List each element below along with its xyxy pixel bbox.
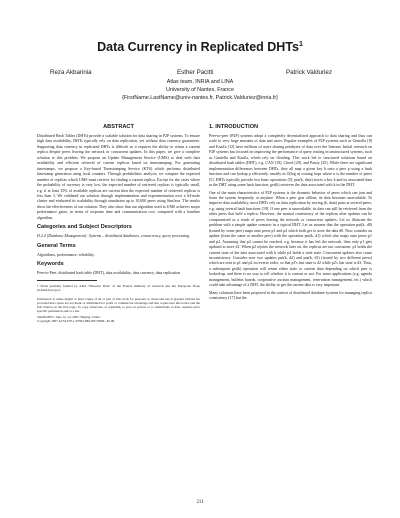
abstract-heading: ABSTRACT: [103, 124, 134, 130]
keywords-text: Peer-to-Peer, distributed hash table (DHT), data availability, data currency, data replication: [37, 270, 181, 276]
right-column: [209, 124, 372, 303]
title-footnote-mark: 1: [299, 40, 303, 48]
affiliation-line: Atlas team, INRIA and LINA: [166, 79, 234, 85]
general-terms-text: Algorithms, performance, reliability.: [37, 251, 95, 257]
permission-notice: Permission to make digital or hard copies of all or part of this work for personal or classroom use is granted without fee provided that copies are not made or distributed for profit or commercial advantage and that copies bear this notice and the full citation on the first page. To copy otherwise, or republish, to post on servers or to redistribute to lists, requires prior specific permission and/or a fee.: [37, 296, 200, 314]
left-column: [37, 124, 200, 323]
categories-heading: Categories and Subject Descriptors: [37, 224, 132, 231]
intro-heading: 1. INTRODUCTION: [209, 124, 259, 130]
footnote-divider: [37, 280, 97, 281]
contact-emails: {FirstName.LastName@univ-nantes.fr, Patrick.Valduriez@inria.fr}: [122, 95, 278, 101]
keywords-heading: Keywords: [37, 261, 64, 268]
intro-paragraph: One of the main characteristics of P2P systems is the dynamic behavior of peers which can join and leave the system frequently, at anytime. When a peer gets offline, its data becomes unavailable. To improve data availability, most DHTs rely on data replication by storing (k, data) pairs at several peers, e.g. using several hash functions [19]. If one peer is unavailable, its data can still be retrieved from the other peers that hold a replica. However, the mutual consistency of the replicas after updates can be compromised as a result of peers leaving the network or concurrent updates. Let us illustrate the problem with a simple update scenario in a typical DHT. Let us assume that the operation put(k, d0) (issued by some peer) maps onto peers p1 and p2 which both get to store the data d0. Now consider an update (from the same or another peer) with the operation put(k, d1) which also maps onto peers p1 and p2. Assuming that p2 cannot be reached, e.g. because it has left the network, then only p1 gets updated to store d1. When p2 rejoins the network later on, the replicas are not consistent: p1 holds the current state of the data associated with k while p2 holds a stale state. Concurrent updates also cause inconsistency. Consider now two updates put(k, d2) and put(k, d3) (issued by two different peers) which are sent to p1 and p2 in reverse order, so that p1's last state is d2 while p2's last state is d3. Thus, a subsequent get(k) operation will return either stale or current data depending on which peer is looked-up, and there is no way to tell whether it is current or not. For some applications (e.g. agenda management, bulletin boards, cooperative auction management, reservation management, etc.) which could take advantage of a DHT, the ability to get the current data is very important.: [209, 189, 372, 288]
intro-paragraph: Peer-to-peer (P2P) systems adopt a completely decentralized approach to data sharing and thus can scale to very large amounts of data and users. Popular examples of P2P systems such as Gnutella [8] and KaaZa [12] have millions of users sharing petabytes of data over the Internet. Initial research on P2P systems has focused on improving the performance of query routing in unstructured systems, such as Gnutella and KaaZa, which rely on flooding. This work led to structured solutions based on distributed hash tables (DHT), e.g. CAN [19], Chord [29], and Pastry [25]. While there are significant implementation differences between DHTs, they all map a given key k onto a peer p using a hash function and can lookup p efficiently, usually in O(log n) routing hops where n is the number of peers [5]. DHTs typically provide two basic operations [5]: put(k, data) stores a key k and its associated data in the DHT using some hash function; get(k) retrieves the data associated with k in the DHT.: [209, 133, 372, 188]
paper-title: Data Currency in Replicated DHTs$^1$: [97, 40, 303, 54]
copyright-line: Copyright 2007 ACM 978-1-59593-686-8/07/0006...$5.00.: [37, 318, 116, 323]
affiliation-line: University of Nantes, France: [165, 87, 234, 93]
conference-info: SIGMOD'07, June 12–14, 2007, Beijing, China.: [37, 314, 101, 319]
intro-paragraph: Many solutions have been proposed in the context of distributed database systems for managing replica consistency [17] but the: [209, 289, 372, 301]
footnote: 1 Work partially funded by ARA "Massive Data" of the French ministry of research and the European Strep Grid4All project.: [37, 283, 200, 293]
author-name: Esther Pacitti: [177, 69, 214, 76]
general-terms-heading: General Terms: [37, 242, 76, 249]
page-number: 211: [196, 500, 204, 505]
author-name: Patrick Valduriez: [286, 69, 332, 76]
abstract-text: Distributed Hash Tables (DHTs) provide a scalable solution for data sharing in P2P systems. To ensure high data availability, DHTs typically rely on data replication, yet without data currency guarantees. Supporting data currency in replicated DHTs is difficult as it requires the ability to return a current replica despite peers leaving the network or concurrent updates. In this paper, we give a complete solution to this problem. We propose an Update Management Service (UMS) to deal with data availability and efficient retrieval of current replicas based on timestamping. For generating timestamps, we propose a Key-based Timestamping Service (KTS) which performs distributed timestamp generation using local counters. Through probabilistic analysis, we compute the expected number of replicas which UMS must retrieve for finding a current replica. Except for the cases where the probability of currency is very low, the expected number of retrieved replicas is typically small, e.g. if at least 35% of available replicas are current then the expected number of retrieved replicas is less than 3. We validated our solution through implementation and experimentation over a 64-node cluster and evaluated its scalability through simulation up to 10,000 peers using SimJava. The results show the effectiveness of our solution. They also show that our algorithm used in UMS achieves major performance gains, in terms of response time and communication cost, compared with a baseline algorithm.: [37, 133, 200, 220]
author-name: Reza Akbarinia: [50, 69, 92, 76]
categories-text: H.2.4 [Database Management]: Systems – distributed databases, concurrency, query processing.: [37, 233, 191, 239]
